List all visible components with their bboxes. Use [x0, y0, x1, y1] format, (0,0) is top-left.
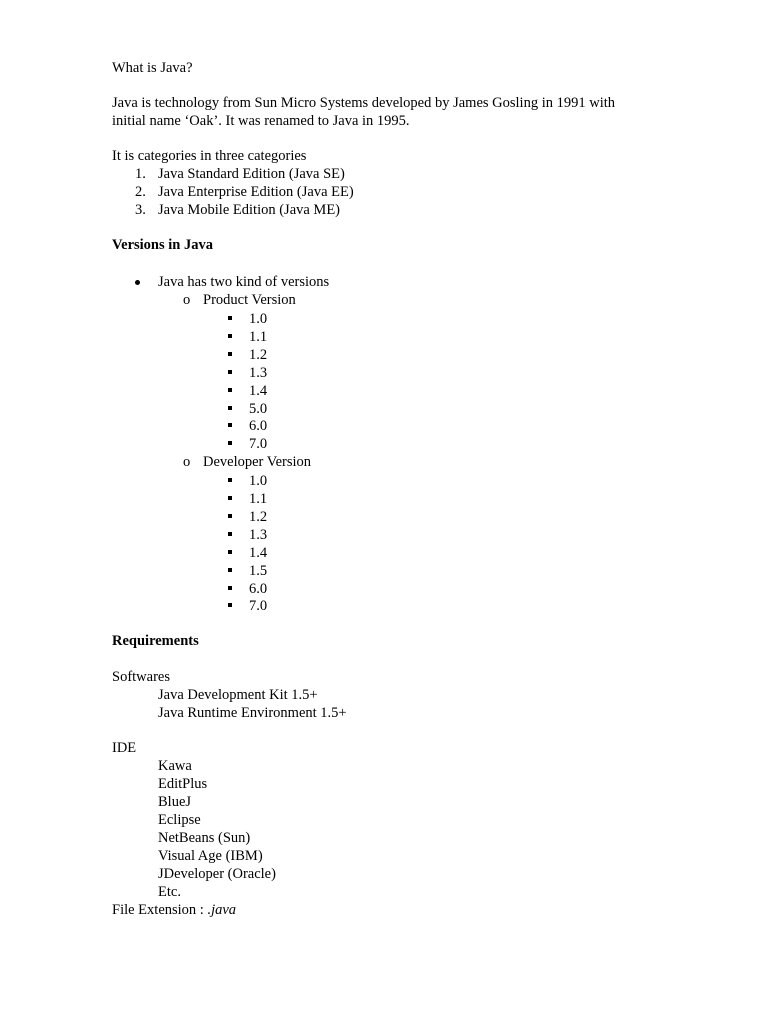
versions-bullet-text: Java has two kind of versions: [158, 274, 330, 290]
square-bullet-icon: [228, 316, 232, 320]
list-item: 1.1: [249, 329, 268, 345]
heading-what-is-java: What is Java?: [112, 60, 193, 76]
list-item: Eclipse: [158, 812, 201, 828]
list-item: 1.2: [249, 347, 268, 363]
list-item: Kawa: [158, 758, 192, 774]
list-item: Java Development Kit 1.5+: [158, 687, 318, 703]
sub-bullet-icon: o: [183, 454, 191, 470]
square-bullet-icon: [228, 568, 232, 572]
list-item: BlueJ: [158, 794, 192, 810]
list-item: 1.0: [249, 473, 268, 489]
list-item: 7.0: [249, 598, 268, 614]
list-number: 2.: [135, 184, 146, 200]
file-extension-label: File Extension :: [112, 902, 208, 918]
square-bullet-icon: [228, 334, 232, 338]
list-item: Java Standard Edition (Java SE): [158, 166, 345, 182]
categories-intro: It is categories in three categories: [112, 148, 307, 164]
list-item: 6.0: [249, 418, 268, 434]
list-item: Java Mobile Edition (Java ME): [158, 202, 341, 218]
square-bullet-icon: [228, 603, 232, 607]
list-item: 1.1: [249, 491, 268, 507]
square-bullet-icon: [228, 406, 232, 410]
list-item: 5.0: [249, 401, 268, 417]
list-item: 1.4: [249, 545, 268, 561]
square-bullet-icon: [228, 423, 232, 427]
square-bullet-icon: [228, 478, 232, 482]
list-item: NetBeans (Sun): [158, 830, 251, 846]
list-item: Java Enterprise Edition (Java EE): [158, 184, 354, 200]
list-item: Etc.: [158, 884, 181, 900]
product-version-label: Product Version: [203, 292, 296, 308]
list-number: 3.: [135, 202, 146, 218]
softwares-label: Softwares: [112, 669, 170, 685]
square-bullet-icon: [228, 370, 232, 374]
intro-line-1: Java is technology from Sun Micro Systems developed by James Gosling in 1991 with: [112, 95, 616, 111]
bullet-disc-icon: [135, 280, 140, 285]
list-item: Visual Age (IBM): [158, 848, 263, 864]
list-item: 6.0: [249, 581, 268, 597]
list-item: 1.0: [249, 311, 268, 327]
file-extension-value: .java: [207, 902, 237, 918]
square-bullet-icon: [228, 441, 232, 445]
list-item: 1.3: [249, 527, 268, 543]
square-bullet-icon: [228, 352, 232, 356]
square-bullet-icon: [228, 514, 232, 518]
square-bullet-icon: [228, 496, 232, 500]
list-item: 7.0: [249, 436, 268, 452]
square-bullet-icon: [228, 532, 232, 536]
sub-bullet-icon: o: [183, 292, 191, 308]
list-item: Java Runtime Environment 1.5+: [158, 705, 347, 721]
intro-line-2: initial name ‘Oak’. It was renamed to Java in 1995.: [112, 113, 410, 129]
list-item: 1.3: [249, 365, 268, 381]
list-number: 1.: [135, 166, 146, 182]
versions-heading: Versions in Java: [112, 237, 213, 253]
list-item: JDeveloper (Oracle): [158, 866, 276, 882]
list-item: EditPlus: [158, 776, 208, 792]
ide-label: IDE: [112, 740, 137, 756]
requirements-heading: Requirements: [112, 633, 199, 649]
developer-version-label: Developer Version: [203, 454, 312, 470]
list-item: 1.4: [249, 383, 268, 399]
square-bullet-icon: [228, 550, 232, 554]
square-bullet-icon: [228, 586, 232, 590]
list-item: 1.5: [249, 563, 268, 579]
square-bullet-icon: [228, 388, 232, 392]
file-extension-line: [112, 901, 236, 919]
list-item: 1.2: [249, 509, 268, 525]
